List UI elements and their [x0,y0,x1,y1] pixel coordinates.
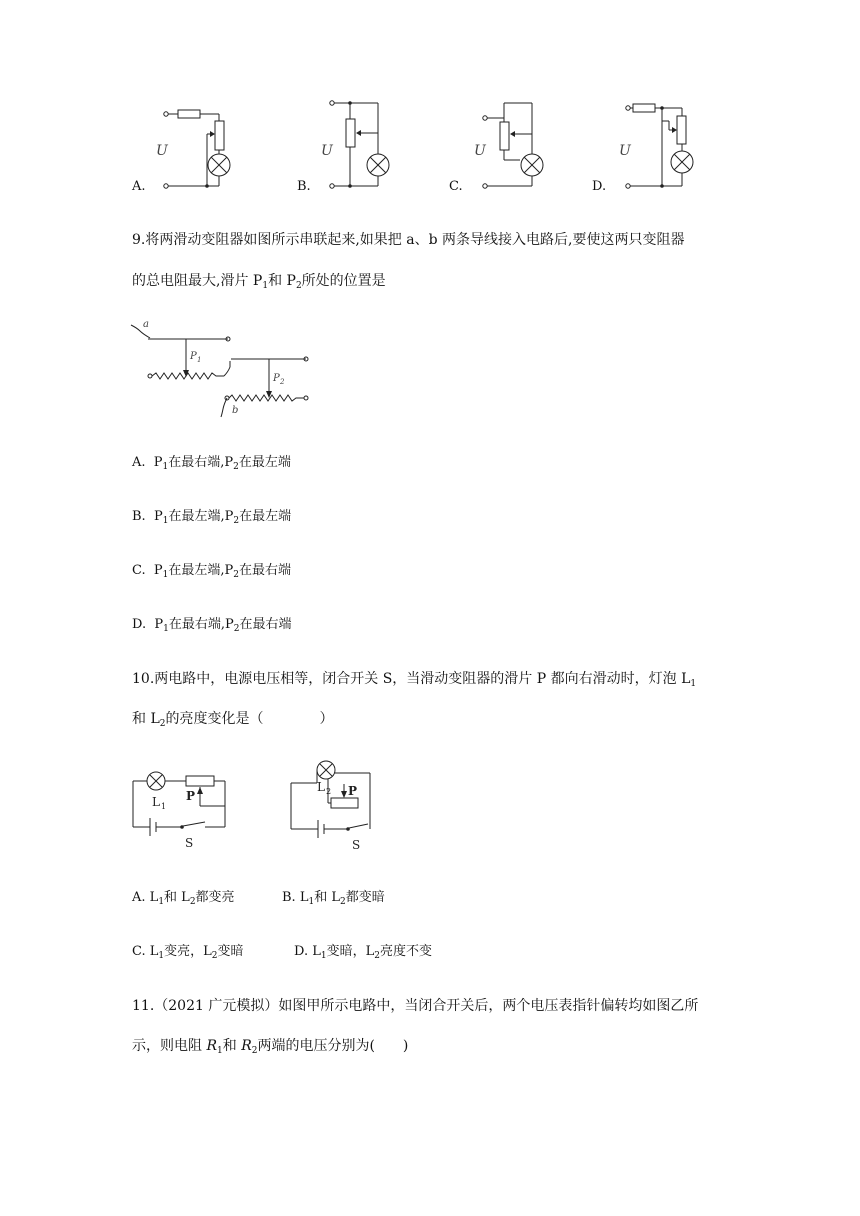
q10-option-a-sub2: 2 [189,897,196,907]
q9-label-p1-sub: 1 [197,356,202,364]
q9-sub-1: 1 [262,281,269,291]
q8-d-letter: D. [592,179,607,194]
q9-option-d-t1: 在最右端,P [168,617,234,632]
q10-fig-l1-sub: 1 [161,802,167,811]
q8-b-letter: B. [297,179,311,194]
q10-option-b-sub2: 2 [339,897,346,907]
q9-option-d-p1: P [154,617,164,632]
q11-r1: R [206,1038,217,1054]
q8-a-u-label: U [156,143,168,159]
q10-option-c[interactable] [132,943,244,965]
q10-stem-text-2b: 的亮度变化是（ ） [165,711,334,727]
q9-option-a-t2: 在最左端 [238,455,291,470]
q9-option-a-p1: P [153,455,163,470]
q9-option-a-t1: 在最右端,P [168,455,234,470]
q9-option-d-s1: 1 [163,624,169,634]
q10-option-b-letter: B. [282,890,296,905]
q9-option-b-t1: 在最左端,P [168,509,234,524]
q8-c-u-label: U [474,143,486,159]
q10-option-d-sub1: 1 [320,951,327,961]
q10-option-a-text1: L [149,890,159,905]
q10-option-c-sub2: 2 [211,951,218,961]
q10-option-d-text1: L [312,944,321,959]
q10-option-a-text2: 和 L [164,890,190,905]
q9-option-d-s2: 2 [233,624,240,634]
q10-stem-sub: 1 [690,679,697,689]
q9-stem-line1: 9.将两滑动变阻器如图所示串联起来,如果把 a、b 两条导线接入电路后,要使这两只变阻器 [132,232,685,248]
q9-option-c-letter: C. [132,563,146,578]
q10-option-c-text1: L [149,944,159,959]
q10-option-c-sub1: 1 [158,951,165,961]
q10-option-d-letter: D. [294,944,309,959]
q8-d-u-label: U [619,143,631,159]
q9-option-b-s2: 2 [233,516,240,526]
q9-sub-2: 2 [295,281,302,291]
q9-label-p1: P [190,351,197,362]
q10-fig-p-right: P [348,784,358,798]
q11-stem-text-b: 和 [222,1038,242,1054]
q9-option-b-letter: B. [132,509,146,524]
q10-fig-l2-sub: 2 [326,787,332,796]
q9-option-c-t2: 在最右端 [239,563,292,578]
q8-a-letter: A. [132,179,146,194]
q10-stem-sub-2: 2 [159,719,166,729]
q9-stem-text-c: 所处的位置是 [301,273,386,289]
q11-r2: R [241,1038,252,1054]
q9-label-a: a [143,319,149,330]
q9-label-b: b [232,405,239,416]
q9-stem-text-b: 和 P [268,273,296,289]
q10-option-b-text1: L [299,890,309,905]
q10-stem-text-2a: 和 L [132,711,160,727]
q11-stem-line1: 11.（2021 广元模拟）如图甲所示电路中，当闭合开关后，两个电压表指针偏转均如图乙所 [132,998,699,1014]
q10-fig-s-right: S [352,838,361,852]
q10-option-a-text3: 都变亮 [195,890,235,905]
q10-fig-s-left: S [185,836,194,850]
q10-option-a-letter: A. [132,890,146,905]
q9-option-a-letter: A. [132,455,146,470]
q10-option-d-text3: 亮度不变 [379,944,432,959]
q10-option-b-text3: 都变暗 [345,890,385,905]
q8-c-letter: C. [449,179,463,194]
q10-option-c-text3: 变暗 [217,944,244,959]
q10-option-a-sub1: 1 [158,897,165,907]
q9-option-c-p1: P [153,563,163,578]
q9-option-c-s1: 1 [162,570,169,580]
q9-option-d-letter: D. [132,617,147,632]
q10-fig-l2: L [317,780,325,794]
q11-stem-text-c: 两端的电压分别为( ) [257,1038,409,1054]
q9-label-p2-sub: 2 [280,378,285,386]
q8-b-u-label: U [321,143,333,159]
q9-option-a-s2: 2 [233,462,239,472]
q10-stem-text: 10.两电路中，电源电压相等，闭合开关 S，当滑动变阻器的滑片 P 都向右滑动时，灯泡 L [132,671,691,687]
q9-option-b-p1: P [153,509,163,524]
q9-label-p2: P [273,373,280,384]
q9-option-c-t1: 在最左端,P [168,563,234,578]
q10-option-c-letter: C. [132,944,146,959]
q10-option-d-sub2: 2 [374,951,380,961]
q11-stem-line2 [132,1037,408,1060]
q9-option-a-s1: 1 [162,462,169,472]
q11-stem-text-a: 示，则电阻 [132,1038,207,1054]
q10-option-b[interactable] [282,889,385,911]
q9-option-d-t2: 在最右端 [239,617,292,632]
q10-option-a[interactable] [132,889,235,911]
q11-r2-sub: 2 [251,1046,258,1056]
q9-stem-text-a: 的总电阻最大,滑片 P [132,273,263,289]
q10-option-b-text2: 和 L [314,890,340,905]
q10-option-d[interactable] [294,943,432,965]
q9-option-b-t2: 在最左端 [239,509,292,524]
q10-option-b-sub1: 1 [308,897,315,907]
q11-r1-sub: 1 [217,1046,223,1056]
q10-option-c-text2: 变亮，L [164,944,212,959]
q9-option-b-s1: 1 [162,516,169,526]
q10-option-d-text2: 变暗，L [326,944,375,959]
q10-fig-p-left: P [186,789,196,803]
q10-fig-l1: L [152,795,160,809]
q9-option-c-s2: 2 [233,570,239,580]
